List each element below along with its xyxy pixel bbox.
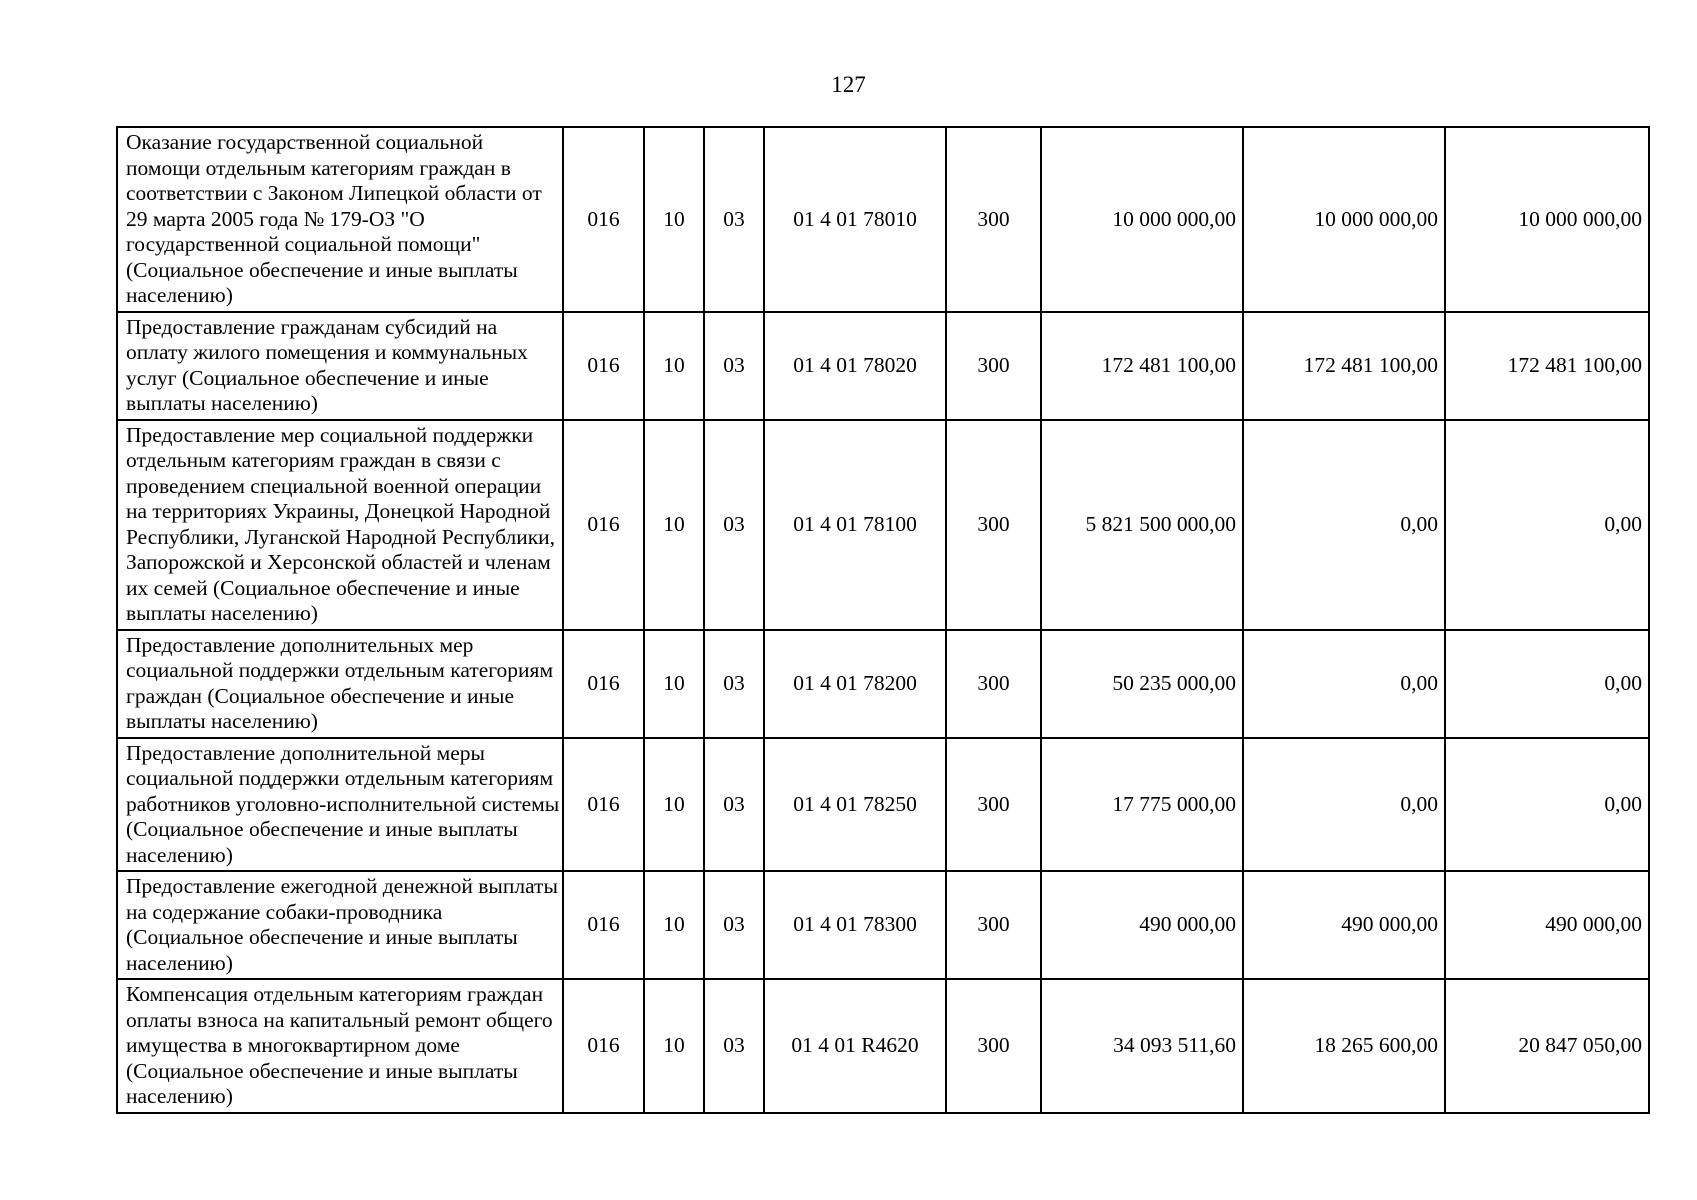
target-article-cell: 01 4 01 78100 — [764, 420, 946, 630]
amount-1-cell: 490 000,00 — [1041, 871, 1243, 979]
row-name-cell: Предоставление дополнительной меры социальной поддержки отдельным категориям работников уголовно-исполнительной системы (Социальное обеспечение и иные выплаты населению) — [117, 738, 563, 872]
ministry-code-cell: 016 — [563, 979, 644, 1113]
row-name-cell: Предоставление ежегодной денежной выплаты на содержание собаки-проводника (Социальное обеспечение и иные выплаты населению) — [117, 871, 563, 979]
subsection-cell: 03 — [704, 312, 764, 420]
row-name-cell: Оказание государственной социальной помощи отдельным категориям граждан в соответствии с Законом Липецкой области от 29 марта 2005 года № 179-ОЗ "О государственной социальной помощи" (Социальное обеспечение и иные выплаты населению) — [117, 127, 563, 312]
table-row — [117, 127, 1649, 312]
table-row — [117, 979, 1649, 1113]
table-row — [117, 630, 1649, 738]
subsection-cell: 03 — [704, 738, 764, 872]
expense-type-cell: 300 — [946, 738, 1041, 872]
page-number: 127 — [831, 72, 866, 97]
subsection-cell: 03 — [704, 127, 764, 312]
subsection-cell: 03 — [704, 979, 764, 1113]
target-article-cell: 01 4 01 78250 — [764, 738, 946, 872]
table-row — [117, 312, 1649, 420]
section-cell: 10 — [644, 127, 704, 312]
ministry-code-cell: 016 — [563, 871, 644, 979]
expense-type-cell: 300 — [946, 127, 1041, 312]
ministry-code-cell: 016 — [563, 630, 644, 738]
table-row — [117, 420, 1649, 630]
table-row — [117, 871, 1649, 979]
amount-1-cell: 5 821 500 000,00 — [1041, 420, 1243, 630]
section-cell: 10 — [644, 738, 704, 872]
amount-3-cell: 172 481 100,00 — [1445, 312, 1649, 420]
amount-2-cell: 172 481 100,00 — [1243, 312, 1445, 420]
amount-2-cell: 18 265 600,00 — [1243, 979, 1445, 1113]
amount-1-cell: 17 775 000,00 — [1041, 738, 1243, 872]
amount-1-cell: 50 235 000,00 — [1041, 630, 1243, 738]
target-article-cell: 01 4 01 78300 — [764, 871, 946, 979]
amount-2-cell: 10 000 000,00 — [1243, 127, 1445, 312]
row-name-cell: Предоставление дополнительных мер социальной поддержки отдельным категориям граждан (Социальное обеспечение и иные выплаты населению) — [117, 630, 563, 738]
ministry-code-cell: 016 — [563, 127, 644, 312]
amount-3-cell: 490 000,00 — [1445, 871, 1649, 979]
amount-1-cell: 34 093 511,60 — [1041, 979, 1243, 1113]
expense-type-cell: 300 — [946, 312, 1041, 420]
subsection-cell: 03 — [704, 871, 764, 979]
amount-2-cell: 490 000,00 — [1243, 871, 1445, 979]
amount-2-cell: 0,00 — [1243, 630, 1445, 738]
section-cell: 10 — [644, 420, 704, 630]
expense-type-cell: 300 — [946, 979, 1041, 1113]
section-cell: 10 — [644, 871, 704, 979]
ministry-code-cell: 016 — [563, 312, 644, 420]
budget-table — [116, 126, 1650, 1114]
amount-3-cell: 20 847 050,00 — [1445, 979, 1649, 1113]
subsection-cell: 03 — [704, 630, 764, 738]
expense-type-cell: 300 — [946, 630, 1041, 738]
ministry-code-cell: 016 — [563, 738, 644, 872]
table-row — [117, 738, 1649, 872]
amount-1-cell: 10 000 000,00 — [1041, 127, 1243, 312]
target-article-cell: 01 4 01 R4620 — [764, 979, 946, 1113]
row-name-cell: Предоставление мер социальной поддержки отдельным категориям граждан в связи с проведением специальной военной операции на территориях Украины, Донецкой Народной Республики, Луганской Народной Республики, Запорожской и Херсонской областей и членам их семей (Социальное обеспечение и иные выплаты населению) — [117, 420, 563, 630]
amount-2-cell: 0,00 — [1243, 420, 1445, 630]
ministry-code-cell: 016 — [563, 420, 644, 630]
amount-3-cell: 10 000 000,00 — [1445, 127, 1649, 312]
subsection-cell: 03 — [704, 420, 764, 630]
amount-2-cell: 0,00 — [1243, 738, 1445, 872]
section-cell: 10 — [644, 979, 704, 1113]
row-name-cell: Компенсация отдельным категориям граждан оплаты взноса на капитальный ремонт общего имущества в многоквартирном доме (Социальное обеспечение и иные выплаты населению) — [117, 979, 563, 1113]
amount-3-cell: 0,00 — [1445, 738, 1649, 872]
target-article-cell: 01 4 01 78200 — [764, 630, 946, 738]
amount-3-cell: 0,00 — [1445, 420, 1649, 630]
row-name-cell: Предоставление гражданам субсидий на оплату жилого помещения и коммунальных услуг (Социальное обеспечение и иные выплаты населению) — [117, 312, 563, 420]
section-cell: 10 — [644, 630, 704, 738]
amount-3-cell: 0,00 — [1445, 630, 1649, 738]
expense-type-cell: 300 — [946, 420, 1041, 630]
target-article-cell: 01 4 01 78010 — [764, 127, 946, 312]
amount-1-cell: 172 481 100,00 — [1041, 312, 1243, 420]
expense-type-cell: 300 — [946, 871, 1041, 979]
section-cell: 10 — [644, 312, 704, 420]
target-article-cell: 01 4 01 78020 — [764, 312, 946, 420]
